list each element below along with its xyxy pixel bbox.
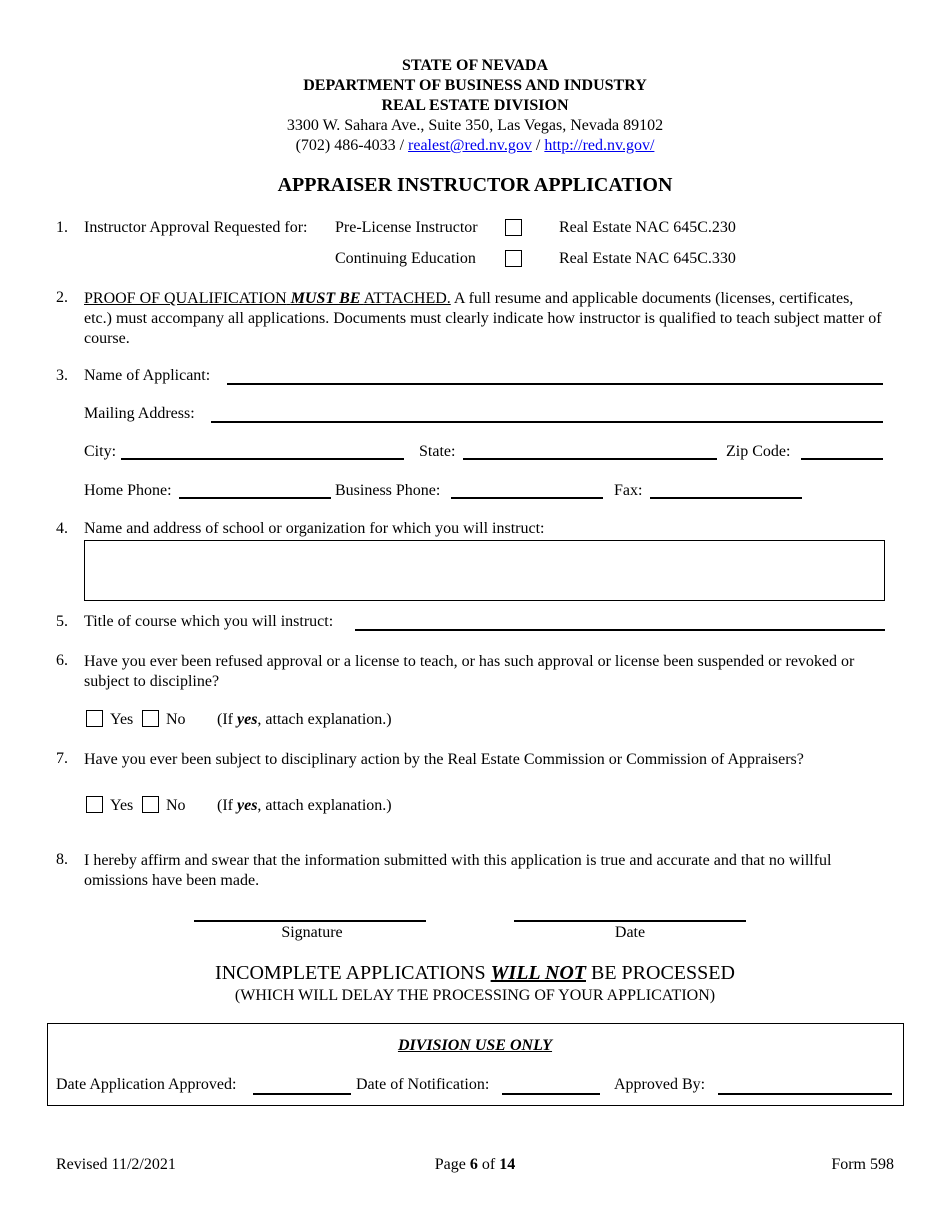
page-number: Page 6 of 14 [434, 1156, 516, 1173]
continuing-education-reference: Real Estate NAC 645C.330 [559, 250, 736, 267]
date-field[interactable] [514, 920, 746, 922]
header-contact-line [0, 137, 950, 155]
refused-no-label: No [166, 711, 186, 728]
header-department: DEPARTMENT OF BUSINESS AND INDUSTRY [303, 77, 647, 94]
disciplinary-no-label: No [166, 797, 186, 814]
zip-code-label: Zip Code: [726, 443, 791, 460]
header-address: 3300 W. Sahara Ave., Suite 350, Las Vegas, Nevada 89102 [286, 117, 664, 134]
will-not-emphasis: WILL NOT [490, 962, 586, 984]
date-approved-field[interactable] [253, 1093, 351, 1095]
item-number: 7. [56, 750, 68, 767]
proof-of-qualification-text [84, 289, 884, 349]
mailing-address-field[interactable] [211, 421, 883, 423]
item-number: 4. [56, 520, 68, 537]
affirmation-text: I hereby affirm and swear that the information submitted with this application is true and accurate and that no willful omissions have been made. [84, 852, 832, 889]
zip-code-field[interactable] [801, 458, 883, 460]
refused-no-checkbox[interactable] [142, 710, 159, 727]
incomplete-notice-sub: (WHICH WILL DELAY THE PROCESSING OF YOUR APPLICATION) [234, 987, 716, 1004]
refused-approval-question: Have you ever been refused approval or a license to teach, or has such approval or license been suspended or revoked or subject to discipline? [84, 653, 855, 690]
fax-field[interactable] [650, 497, 802, 499]
header-phone: (702) 486-4033 [295, 137, 396, 154]
city-label: City: [84, 443, 117, 460]
approved-by-label: Approved By: [614, 1076, 706, 1093]
school-organization-textarea[interactable] [84, 540, 885, 601]
header-division: REAL ESTATE DIVISION [381, 97, 569, 114]
item-number: 3. [56, 367, 68, 384]
pre-license-label: Pre-License Instructor [335, 219, 478, 236]
division-use-title: DIVISION USE ONLY [397, 1037, 553, 1054]
header-separator: / [535, 137, 541, 154]
approved-by-field[interactable] [718, 1093, 892, 1095]
item-number: 1. [56, 219, 68, 236]
date-label: Date [614, 924, 646, 941]
item-number: 5. [56, 613, 68, 630]
revised-date: Revised 11/2/2021 [56, 1156, 176, 1173]
refused-explanation-note: (If yes, attach explanation.) [217, 711, 392, 728]
business-phone-field[interactable] [451, 497, 603, 499]
disciplinary-explanation-note: (If yes, attach explanation.) [217, 797, 392, 814]
attached-text: ATTACHED. [363, 290, 451, 307]
proof-body: A full resume and applicable documents (licenses, certificates, etc.) must accompany all applications. Documents must clearly indicate how instructor is qualified to teach subject matter of course. [84, 290, 882, 347]
pre-license-checkbox[interactable] [505, 219, 522, 236]
course-title-field[interactable] [355, 629, 885, 631]
refused-yes-checkbox[interactable] [86, 710, 103, 727]
business-phone-label: Business Phone: [335, 482, 441, 499]
state-field[interactable] [463, 458, 717, 460]
mailing-address-label: Mailing Address: [84, 405, 195, 422]
home-phone-field[interactable] [179, 497, 331, 499]
page-title: APPRAISER INSTRUCTOR APPLICATION [277, 174, 673, 196]
refused-yes-label: Yes [110, 711, 134, 728]
form-number: Form 598 [831, 1156, 894, 1173]
header-website-link[interactable]: http://red.nv.gov/ [544, 137, 655, 154]
must-be-emphasis: MUST BE [290, 290, 361, 307]
incomplete-notice: INCOMPLETE APPLICATIONS WILL NOT BE PROCESSED [215, 962, 735, 984]
item-number: 2. [56, 289, 68, 306]
home-phone-label: Home Phone: [84, 482, 172, 499]
name-of-applicant-field[interactable] [227, 383, 883, 385]
disciplinary-no-checkbox[interactable] [142, 796, 159, 813]
continuing-education-label: Continuing Education [335, 250, 476, 267]
date-of-notification-label: Date of Notification: [356, 1076, 490, 1093]
signature-field[interactable] [194, 920, 426, 922]
city-field[interactable] [121, 458, 404, 460]
date-of-notification-field[interactable] [502, 1093, 600, 1095]
disciplinary-yes-checkbox[interactable] [86, 796, 103, 813]
state-label: State: [419, 443, 456, 460]
fax-label: Fax: [614, 482, 643, 499]
continuing-education-checkbox[interactable] [505, 250, 522, 267]
instructor-approval-label: Instructor Approval Requested for: [84, 219, 308, 236]
item-number: 6. [56, 652, 68, 669]
header-separator: / [399, 137, 405, 154]
disciplinary-yes-label: Yes [110, 797, 134, 814]
course-title-label: Title of course which you will instruct: [84, 613, 334, 630]
name-of-applicant-label: Name of Applicant: [84, 367, 211, 384]
date-approved-label: Date Application Approved: [56, 1076, 237, 1093]
school-organization-label: Name and address of school or organization for which you will instruct: [84, 520, 545, 537]
header-state: STATE OF NEVADA [401, 57, 549, 74]
header-email-link[interactable]: realest@red.nv.gov [408, 137, 532, 154]
proof-heading: PROOF OF QUALIFICATION [84, 290, 287, 307]
pre-license-reference: Real Estate NAC 645C.230 [559, 219, 736, 236]
item-number: 8. [56, 851, 68, 868]
signature-label: Signature [281, 924, 343, 941]
disciplinary-action-question: Have you ever been subject to disciplinary action by the Real Estate Commission or Commission of Appraisers? [84, 751, 804, 768]
